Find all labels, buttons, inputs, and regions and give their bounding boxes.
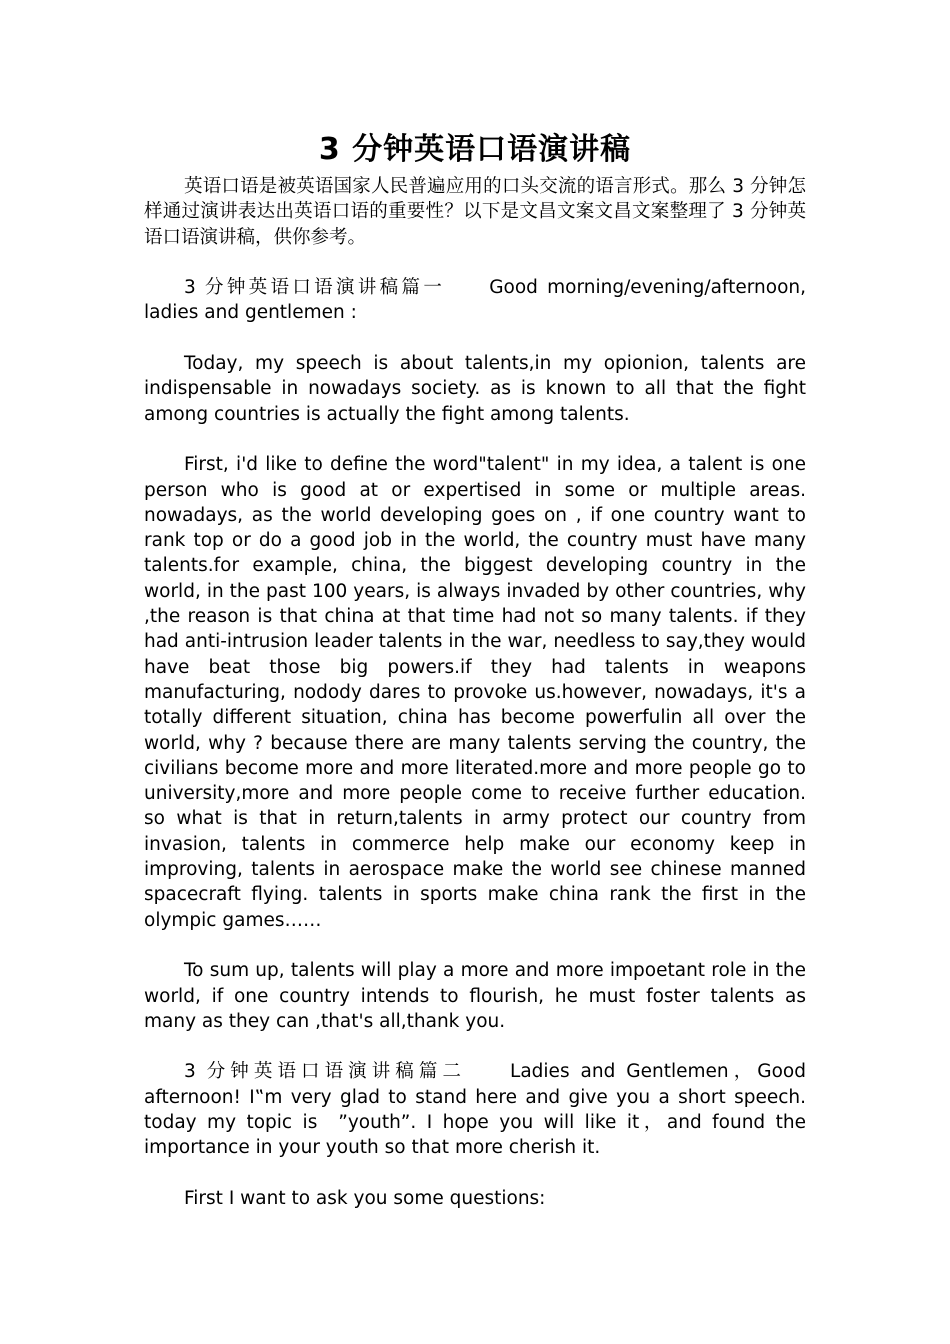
speech2-heading: 3 分钟英语口语演讲稿篇二 <box>184 1061 467 1083</box>
speech2-opening <box>144 1059 806 1160</box>
speech1-paragraph-1: Today, my speech is about talents,in my opionion, talents are indispensable in nowadays society. as is known to all that the fight among countries is actually the fight among talents. <box>144 353 806 425</box>
speech1-opening <box>144 275 806 326</box>
speech1-paragraph-2: First, i'd like to define the word"talent" in my idea, a talent is one person who is good at or expertised in some or multiple areas. nowadays, as the world developing goes on , if one country want to rank top or do a good job in the world, the country must have many talents.for example, china, the biggest developing country in the world, in the past 100 years, is always invaded by other countries, why ,the reason is that china at that time had not so many talents. if they had anti-intrusion leader talents in the war, needless to say,they would have beat those big powers.if they had talents in weapons manufacturing, nodody dares to provoke us.however, nowadays, it's a totally different situation, china has become powerfulin all over the world, why ? because there are many talents serving the country, the civilians become more and more literated.more and more people go to university,more and more people come to receive further education. so what is that in return,talents in army protect our country from invasion, talents in commerce help make our economy keep in improving, talents in aerospace make the world see chinese manned spacecraft flying. talents in sports make china rank the first in the olympic games…… <box>144 454 806 931</box>
speech1-greeting: Good morning/evening/afternoon, ladies and gentlemen : <box>144 277 806 324</box>
speech2-paragraph-1: First I want to ask you some questions: <box>184 1187 546 1209</box>
document-page <box>144 130 806 1236</box>
intro-paragraph: 英语口语是被英语国家人民普遍应用的口头交流的语言形式。那么 3 分钟怎样通过演讲表达出英语口语的重要性？以下是文昌文案文昌文案整理了 3 分钟英语口语演讲稿，供你参考。 <box>144 176 806 248</box>
speech1-paragraph-3: To sum up, talents will play a more and more impoetant role in the world, if one country intends to flourish, he must foster talents as many as they can ,that's all,thank you. <box>144 960 806 1032</box>
speech1-heading: 3 分钟英语口语演讲稿篇一 <box>184 277 446 299</box>
document-title: 3 分钟英语口语演讲稿 <box>318 132 632 167</box>
speech2-greeting: Ladies and Gentlemen，Good afternoon! I‟m very glad to stand here and give you a short speech. today my topic is ”youth”. I hope you will like it，and found the importance in your youth so that more cherish it. <box>144 1061 806 1159</box>
